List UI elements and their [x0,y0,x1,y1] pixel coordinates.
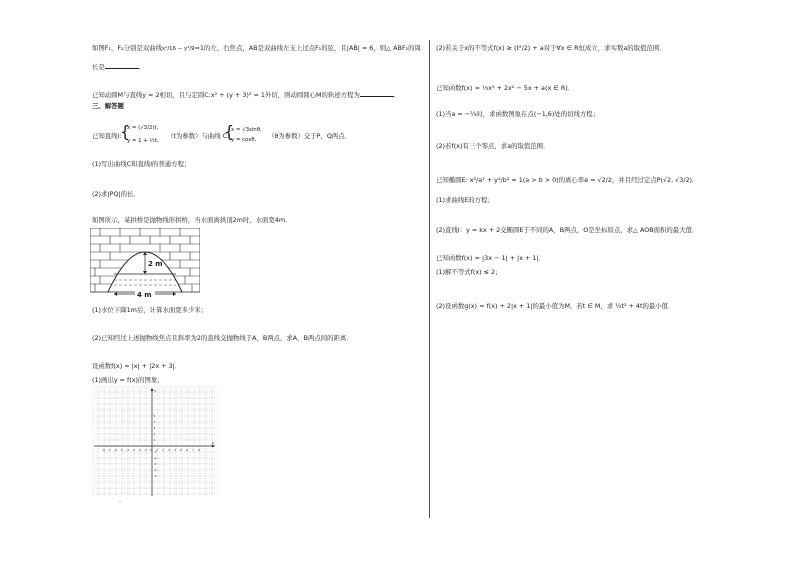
hyperbola-question-line1: 如图F₁，F₂分别是双曲线x²/16 − y²/9=1的左、右焦点，AB是双曲线左支上过点F₁的弦，且|AB| = 6，则△ ABF₂的周 [92,44,421,52]
x-tick-label: 3 [168,448,170,452]
x-tick-label: -7 [108,448,111,452]
abs-sub2: (2)设函数g(x) = f(x) + 2|x + 1|的最小值为M，若t ∈ M，求 ½t² + 4t的最小值． [436,302,675,310]
section-heading: 三、解答题 [92,102,124,110]
y-tick-label: 2 [153,432,156,437]
param-sub1: (1)写出曲线C和直线l的普通方程； [92,160,191,168]
x-tick-label: -3 [132,448,135,452]
y-tick-label: -3 [153,462,157,467]
abs-sub1: (1)解不等式f(x) ≤ 2； [436,268,502,276]
y-tick-label: -1 [153,450,157,455]
x-tick-label: 1 [156,448,158,452]
param-prefix: 已知直线l: [92,132,122,140]
param-eq4: y = cosθ, [231,137,257,143]
stray-mark: · [119,498,122,506]
param-mid: （t为参数）与曲线 C: [167,132,230,140]
func-sub1: (1)画出y = f(x)的图象； [92,376,164,384]
bridge-width-label: 4 m [137,291,152,299]
param-sub2: (2)求|PQ|的长． [92,190,140,198]
inequality-question: (2)若关于x的不等式f(x) ≥ (t²/2) + a对于∀x ∈ R恒成立，求实数a的取值范围． [436,44,666,52]
x-tick-label: -1 [144,448,147,452]
bridge-question: 如图所示，某拱桥是抛物线形拱桥，当水面离拱顶2m时，水面宽4m． [92,216,292,224]
param-eq1: x = (√3/2)t, [127,125,159,131]
answer-blank[interactable] [105,62,139,69]
x-tick-label: -6 [114,448,117,452]
coordinate-grid [92,386,218,498]
bridge-sub2: (2)已知经过上述抛物线焦点且斜率为2的直线交抛物线于A，B两点，求A，B两点间的距离． [92,334,353,342]
y-tick-label: -2 [153,456,157,461]
x-tick-label: 2 [162,448,164,452]
cubic-question: 已知函数f(x) = ⅓x³ + 2x² − 5x + a(x ∈ R)． [436,84,575,92]
circle-question: 已知动圆M与直线y = 2相切，且与定圆C:x² + (y + 3)² = 1外切，则动圆圆心M的轨迹方程为 ． [92,91,401,99]
bridge-sub1: (1)水位下降1m后，计算水面宽多少米； [92,306,208,314]
left-brace-icon: { [120,122,131,141]
left-brace-icon: { [224,122,235,141]
bridge-height-label: 2 m [148,260,163,268]
param-suffix: （θ为参数）交于P，Q两点． [268,132,352,140]
x-tick-label: 5 [180,448,182,452]
y-tick-label: -4 [153,468,157,473]
y-tick-label: -5 [153,474,157,479]
x-axis-label: x [212,441,215,445]
x-tick-label: 4 [174,448,176,452]
abs-question: 已知函数f(x) = |3x − 1| + |x + 1|． [436,254,546,262]
y-tick-label: 5 [153,414,156,419]
bridge-figure [90,228,200,300]
x-tick-label: 6 [186,448,188,452]
y-tick-label: 3 [153,426,156,431]
answer-blank[interactable] [360,90,394,97]
column-divider [429,40,430,518]
cubic-sub1: (1)当a = −⅔时，求函数图象在点(−1,6)处的切线方程； [436,110,600,118]
x-tick-label: -2 [138,448,141,452]
param-eq2: y = 1 + ½t, [127,138,159,144]
func-question: 设函数f(x) = |x| + |2x + 3|． [92,362,182,370]
ellipse-sub1: (1)求曲线E的方程； [436,196,494,204]
cubic-sub2: (2)若f(x)有三个零点，求a的取值范围． [436,142,550,150]
x-tick-label: -8 [102,448,105,452]
x-tick-label: -4 [126,448,129,452]
y-axis-label: y [154,389,157,393]
y-tick-label: 1 [153,438,156,443]
x-tick-label: 8 [198,448,200,452]
ellipse-sub2: (2)直线l：y = kx + 2交椭圆E于不同的A，B两点，O是坐标原点，求△ AOB面积的最大值． [436,226,699,234]
x-tick-label: -5 [120,448,123,452]
ellipse-question: 已知椭圆E: x²/a² + y²/b² = 1(a > b > 0)的离心率e = √2/2，并且经过定点P(√2, √3/2)． [436,176,699,184]
hyperbola-question-line2: 长是 ． [92,63,146,71]
x-tick-label: O [150,448,153,452]
y-tick-label: 4 [153,420,156,425]
param-eq3: x = √3sinθ, [231,127,262,133]
x-tick-label: 7 [192,448,194,452]
